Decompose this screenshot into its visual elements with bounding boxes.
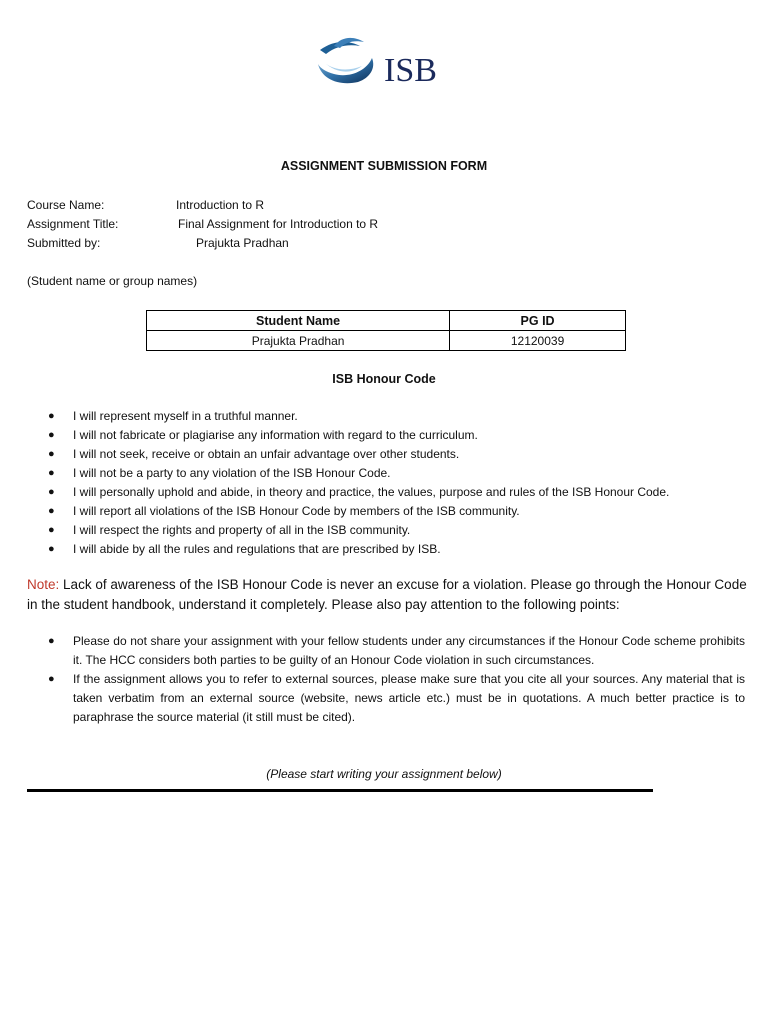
assignment-title-value: Final Assignment for Introduction to R bbox=[178, 217, 379, 231]
bullet-icon: ● bbox=[48, 486, 55, 498]
bullet-icon: ● bbox=[48, 673, 55, 685]
course-name-label: Course Name: bbox=[27, 198, 105, 212]
isb-logo-graphic bbox=[300, 28, 480, 106]
table-row bbox=[147, 331, 626, 351]
assignment-title-label: Assignment Title: bbox=[27, 217, 119, 231]
note-label: Note: bbox=[27, 577, 60, 592]
note-text: Lack of awareness of the ISB Honour Code is never an excuse for a violation. Please go through the Honour Code in the student handbook, understand it completely. Please also pay attention to the following points: bbox=[27, 577, 747, 612]
bullet-icon: ● bbox=[48, 543, 55, 555]
list-item: ● I will not seek, receive or obtain an unfair advantage over other students. bbox=[0, 445, 740, 464]
list-item: ● I will respect the rights and property of all in the ISB community. bbox=[0, 521, 740, 540]
bullet-icon: ● bbox=[48, 429, 55, 441]
table-header-row bbox=[147, 311, 626, 331]
course-name-value: Introduction to R bbox=[176, 198, 265, 212]
honour-pledge-list bbox=[0, 407, 740, 559]
bullet-icon: ● bbox=[48, 524, 55, 536]
isb-logo bbox=[300, 28, 480, 106]
bullet-icon: ● bbox=[48, 635, 55, 647]
list-item: ● I will not fabricate or plagiarise any information with regard to the curriculum. bbox=[0, 426, 740, 445]
student-name-cell: Prajukta Pradhan bbox=[147, 331, 450, 351]
bullet-icon: ● bbox=[48, 410, 55, 422]
form-title: ASSIGNMENT SUBMISSION FORM bbox=[280, 159, 488, 173]
guideline-points-list bbox=[0, 632, 745, 727]
student-table bbox=[146, 310, 626, 351]
pg-id-header: PG ID bbox=[450, 311, 626, 331]
submitted-by-label: Submitted by: bbox=[27, 236, 101, 250]
list-item: ● I will represent myself in a truthful manner. bbox=[0, 407, 740, 426]
list-item: ● I will report all violations of the ISB Honour Code by members of the ISB community. bbox=[0, 502, 740, 521]
honour-code-heading: ISB Honour Code bbox=[332, 372, 436, 386]
bullet-icon: ● bbox=[48, 505, 55, 517]
student-names-note: (Student name or group names) bbox=[27, 274, 198, 288]
start-writing-note: (Please start writing your assignment below) bbox=[266, 767, 502, 781]
bullet-icon: ● bbox=[48, 467, 55, 479]
list-item: ● If the assignment allows you to refer to external sources, please make sure that you cite all your sources. Any material that is taken verbatim from an external source (website, news article etc.) must be in quotations. A much better practice is to paraphrase the source material (it still must be cited). bbox=[48, 672, 745, 724]
list-item: ● I will not be a party to any violation of the ISB Honour Code. bbox=[0, 464, 740, 483]
student-name-header: Student Name bbox=[147, 311, 450, 331]
list-item: ● I will personally uphold and abide, in theory and practice, the values, purpose and rules of the ISB Honour Code. bbox=[0, 483, 740, 502]
bullet-icon: ● bbox=[48, 448, 55, 460]
pg-id-cell: 12120039 bbox=[450, 331, 626, 351]
note-paragraph bbox=[27, 575, 747, 615]
divider-line bbox=[27, 789, 653, 792]
logo-text: ISB bbox=[384, 52, 437, 89]
submitted-by-value: Prajukta Pradhan bbox=[196, 236, 289, 250]
list-item: ● Please do not share your assignment with your fellow students under any circumstances if the Honour Code scheme prohibits it. The HCC considers both parties to be guilty of an Honour Code violation in such circumstances. bbox=[48, 634, 745, 667]
list-item: ● I will abide by all the rules and regulations that are prescribed by ISB. bbox=[0, 540, 740, 559]
